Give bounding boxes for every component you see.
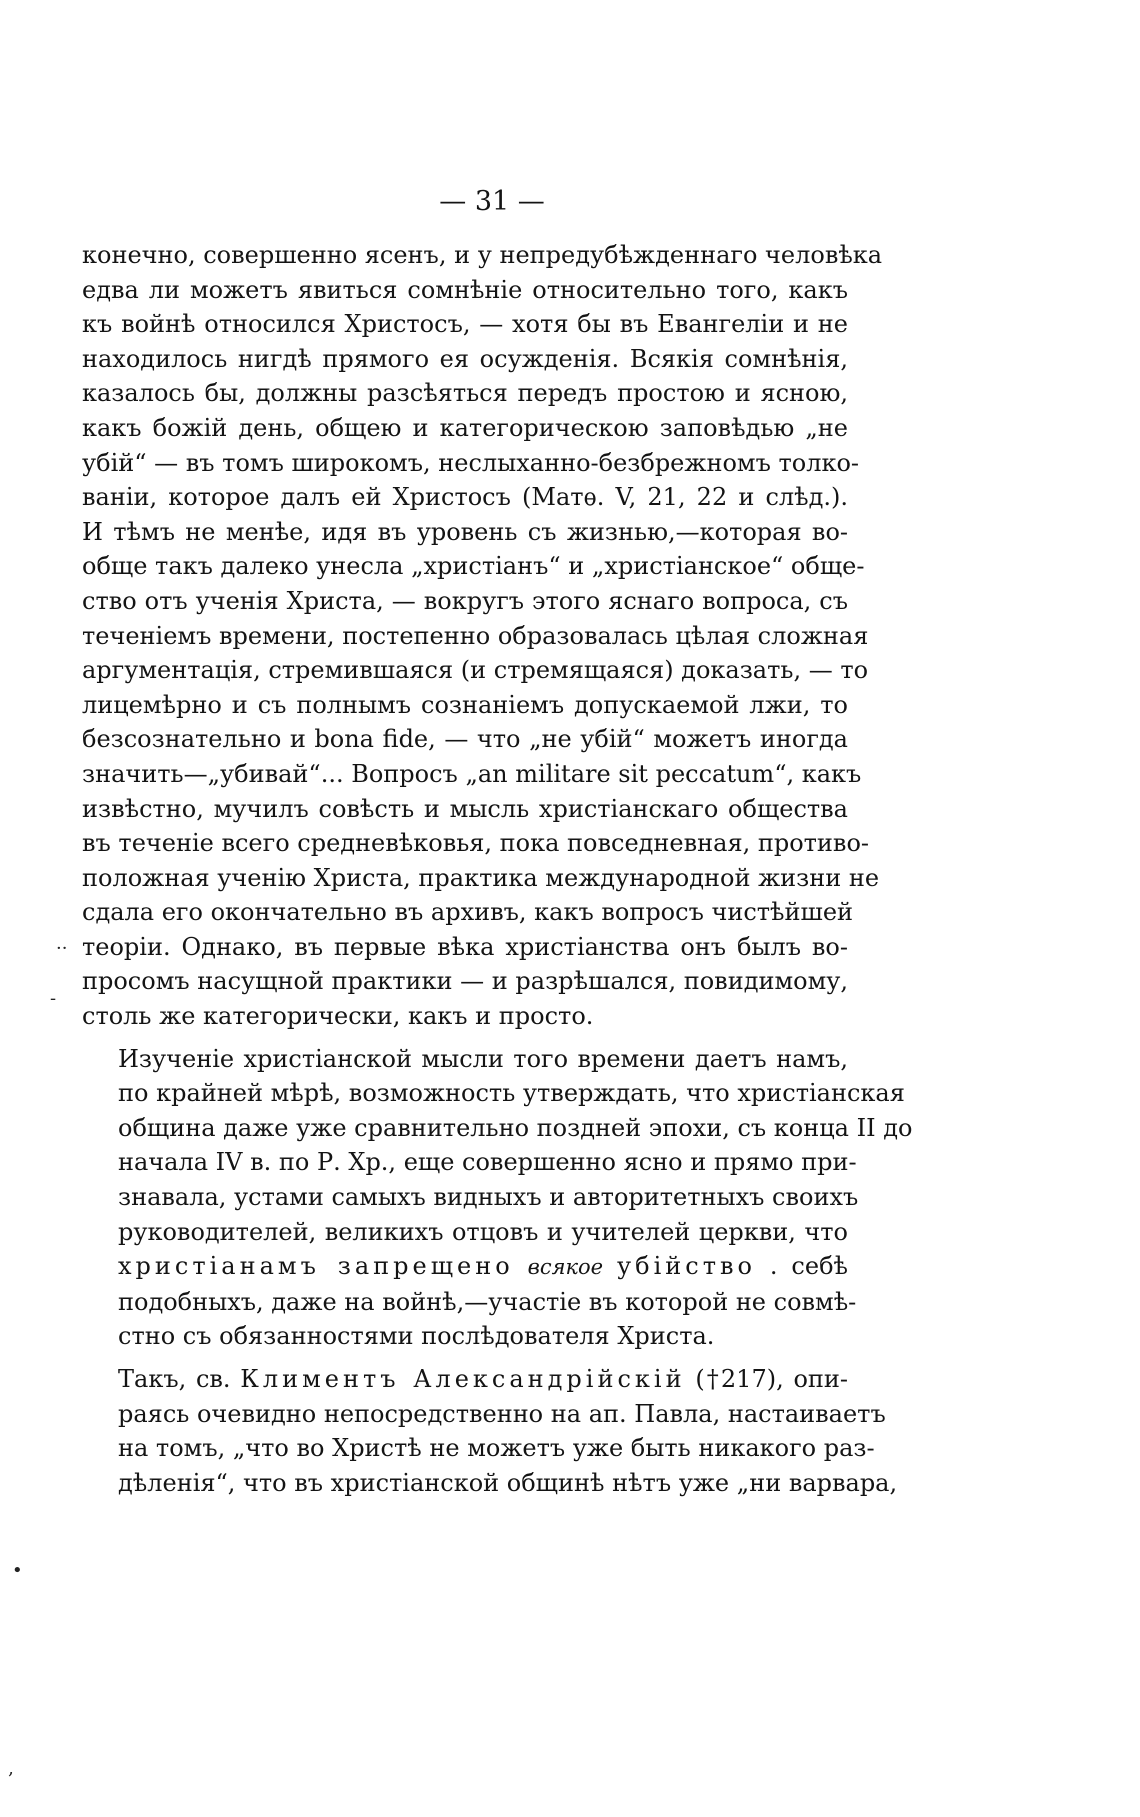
text-line-emphasis	[82, 1362, 848, 1397]
text-line: знавала, устами самыхъ видныхъ и авторитетныхъ своихъ	[118, 1183, 859, 1212]
text-line: какъ божій день, общею и категорическою заповѣдью „не	[82, 413, 848, 442]
line-head: Такъ, св.	[118, 1365, 231, 1393]
text-line: убій“ — въ томъ широкомъ, неслыханно-безбрежномъ толко-	[82, 448, 859, 477]
text-line: положная ученію Христа, практика международной жизни не	[82, 863, 880, 892]
text-line: дѣленія“, что въ христіанской общинѣ нѣтъ уже „ни варвара,	[118, 1468, 898, 1497]
text-line: теоріи. Однако, въ первые вѣка христіанства онъ былъ во-	[82, 932, 848, 961]
paragraph-3	[82, 1362, 898, 1500]
text-line: теченіемъ времени, постепенно образовалась цѣлая сложная	[82, 621, 869, 650]
text-line: стно съ обязанностями послѣдователя Христа.	[118, 1322, 715, 1351]
text-line: едва ли можетъ явиться сомнѣніе относительно того, какъ	[82, 275, 848, 304]
text-line: конечно, совершенно ясенъ, и у непредубѣжденнаго человѣка	[82, 241, 883, 269]
text-line: просомъ насущной практики — и разрѣшался, повидимому,	[82, 967, 848, 996]
text-line: обще такъ далеко унесла „христіанъ“ и „христіанское“ обще-	[82, 552, 865, 581]
text-line: лицемѣрно и съ полнымъ сознаніемъ допускаемой лжи, то	[82, 690, 848, 719]
text-line: на томъ, „что во Христѣ не можетъ уже быть никакого раз-	[118, 1434, 875, 1463]
text-line: руководителей, великихъ отцовъ и учителей церкви, что	[118, 1217, 848, 1246]
scan-speck: ··	[56, 938, 68, 959]
text-line: подобныхъ, даже на войнѣ,—участіе въ которой не совмѣ-	[118, 1287, 857, 1316]
text-line: община даже уже сравнительно поздней эпохи, съ конца II до	[118, 1113, 913, 1142]
text-line: сдала его окончательно въ архивъ, какъ вопросъ чистѣйшей	[82, 898, 854, 927]
text-line: извѣстно, мучилъ совѣсть и мысль христіанскаго общества	[82, 794, 848, 823]
text-line: къ войнѣ относился Христосъ, — хотя бы въ Евангеліи и не	[82, 310, 848, 339]
text-line: аргументація, стремившаяся (и стремящаяся) доказать, — то	[82, 656, 869, 685]
text-line: ство отъ ученія Христа, — вокругъ этого яснаго вопроса, съ	[82, 586, 848, 615]
spaced-name: Климентъ Александрійскій	[240, 1365, 686, 1393]
text-line: начала IV в. по Р. Хр., еще совершенно ясно и прямо при-	[118, 1148, 857, 1177]
italic-word: всякое	[527, 1255, 604, 1280]
text-line: въ теченіе всего средневѣковья, пока повседневная, противо-	[82, 829, 869, 858]
line-tail: . себѣ	[769, 1252, 848, 1281]
text-line: находилось нигдѣ прямого ея осужденія. Всякія сомнѣнія,	[82, 344, 848, 373]
spaced-word: убійство	[617, 1252, 756, 1281]
text-line: по крайней мѣрѣ, возможность утверждать, что христіанская	[118, 1079, 905, 1108]
scan-speck: ‚	[8, 1758, 14, 1779]
scan-speck: -	[50, 988, 57, 1009]
text-line: ваніи, которое далъ ей Христосъ (Матѳ. V, 21, 22 и слѣд.).	[82, 483, 848, 512]
paragraph-1	[82, 238, 883, 1034]
text-line-emphasis	[82, 1249, 848, 1285]
text-line: столь же категорически, какъ и просто.	[82, 1002, 594, 1031]
page-number: — 31 —	[439, 186, 545, 217]
page-body	[82, 238, 913, 1500]
paragraph-2	[82, 1042, 913, 1354]
text-line: безсознательно и bona fide, — что „не убій“ можетъ иногда	[82, 725, 848, 754]
text-line: значить—„убивай“... Вопросъ „an militare sit peccatum“, какъ	[82, 759, 862, 788]
spaced-phrase: христіанамъ запрещено	[118, 1252, 514, 1281]
line-tail: (†217), опи-	[695, 1365, 849, 1393]
text-line: И тѣмъ не менѣе, идя въ уровень съ жизнью,—которая во-	[82, 517, 848, 546]
text-line: Изученіе христіанской мысли того времени даетъ намъ,	[118, 1044, 848, 1073]
text-line: раясь очевидно непосредственно на ап. Павла, настаиваетъ	[118, 1399, 886, 1428]
scan-speck: •	[12, 1560, 23, 1581]
text-line: казалось бы, должны разсѣяться передъ простою и ясною,	[82, 379, 848, 408]
